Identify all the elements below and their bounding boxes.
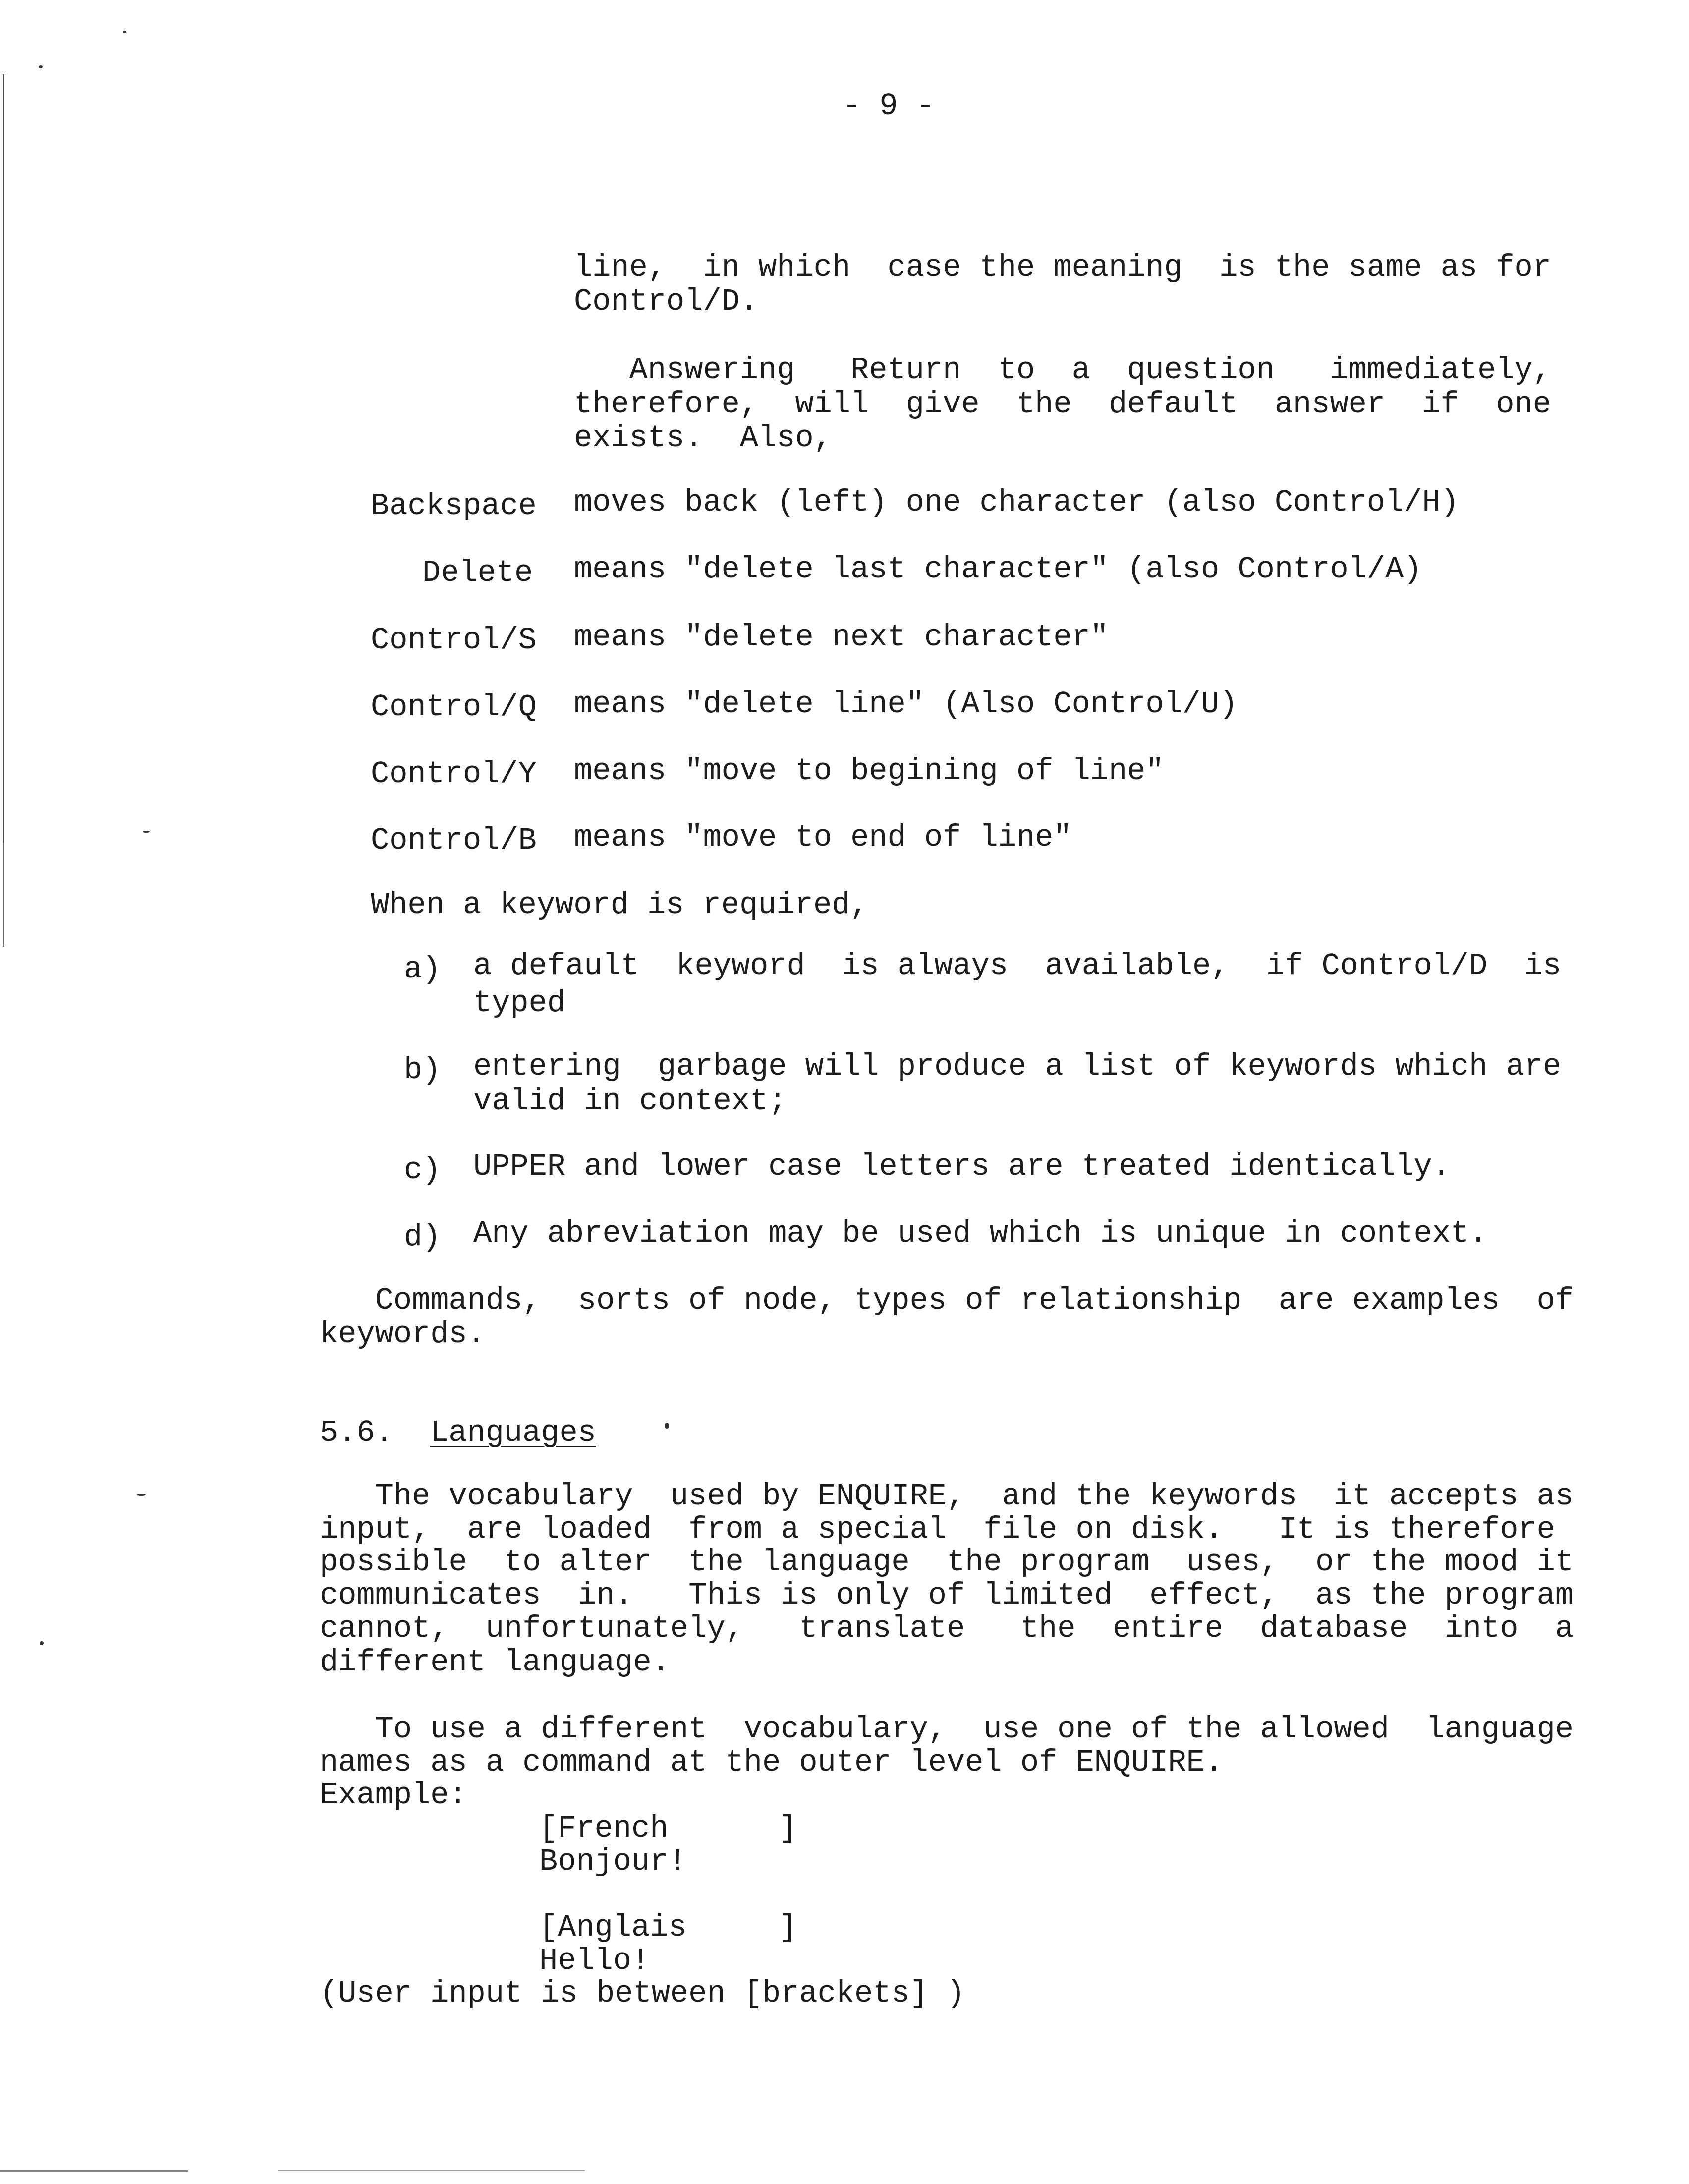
languages-line: possible to alter the language the program uses, or the mood it: [320, 1545, 1574, 1580]
page-number: - 9 -: [843, 88, 935, 123]
commands-line: Commands, sorts of node, types of relationship are examples of: [320, 1283, 1574, 1318]
key-description: moves back (left) one character (also Control/H): [574, 485, 1459, 520]
key-description: means "move to begining of line": [574, 753, 1164, 789]
example-user-input: [Anglais ]: [539, 1910, 797, 1945]
section-number: 5.6.: [320, 1415, 394, 1450]
keyword-intro: When a keyword is required,: [371, 887, 869, 922]
rule-label: c): [404, 1152, 441, 1188]
rule-text: a default keyword is always available, if Control/D is: [473, 948, 1562, 983]
example-response: Hello!: [539, 1943, 650, 1978]
key-description: means "delete last character" (also Control/A): [574, 552, 1422, 587]
key-name: Control/Q: [371, 690, 537, 725]
languages-line: communicates in. This is only of limited effect, as the program: [320, 1578, 1574, 1613]
rule-text: Any abreviation may be used which is unique in context.: [473, 1216, 1488, 1251]
scan-speck: [665, 1423, 669, 1429]
rule-label: d): [404, 1219, 441, 1255]
rule-label: b): [404, 1052, 441, 1088]
vocab-line: names as a command at the outer level of ENQUIRE.: [320, 1745, 1224, 1780]
scan-edge-line: [3, 843, 4, 947]
continuation-line: line, in which case the meaning is the same as for: [574, 250, 1551, 285]
key-description: means "delete next character": [574, 620, 1109, 655]
languages-line: different language.: [320, 1645, 670, 1680]
scan-speck: [143, 831, 150, 833]
key-name: Backspace: [371, 488, 537, 523]
rule-label: a): [404, 952, 441, 987]
scan-speck: [123, 31, 126, 33]
key-name: Control/S: [371, 623, 537, 658]
vocab-line: Example:: [320, 1778, 467, 1813]
rule-text: UPPER and lower case letters are treated identically.: [473, 1149, 1451, 1184]
languages-line: cannot, unfortunately, translate the entire database into a: [320, 1611, 1574, 1646]
answering-line: therefore, will give the default answer if one: [574, 387, 1551, 422]
answering-line: Answering Return to a question immediately,: [574, 352, 1551, 388]
answering-line: exists. Also,: [574, 420, 832, 456]
footnote: (User input is between [brackets] ): [320, 1976, 965, 2011]
scan-edge-line: [3, 74, 4, 947]
key-description: means "delete line" (Also Control/U): [574, 687, 1238, 722]
key-name: Control/Y: [371, 756, 537, 792]
rule-text: entering garbage will produce a list of keywords which are: [473, 1049, 1562, 1084]
key-name: Control/B: [371, 823, 537, 858]
languages-line: input, are loaded from a special file on disk. It is therefore: [320, 1512, 1555, 1547]
vocab-line: To use a different vocabulary, use one of the allowed language: [320, 1712, 1574, 1747]
scan-speck: [40, 1641, 44, 1645]
key-description: means "move to end of line": [574, 820, 1072, 855]
scan-speck: [39, 65, 43, 68]
rule-text: typed: [473, 985, 566, 1021]
example-response: Bonjour!: [539, 1844, 687, 1879]
example-user-input: [French ]: [539, 1811, 797, 1846]
languages-line: The vocabulary used by ENQUIRE, and the keywords it accepts as: [320, 1479, 1574, 1514]
commands-line: keywords.: [320, 1317, 486, 1352]
key-name: Delete: [422, 555, 533, 590]
continuation-line: Control/D.: [574, 284, 759, 319]
rule-text: valid in context;: [473, 1084, 787, 1119]
section-title: Languages: [430, 1415, 596, 1450]
scan-speck: [137, 1494, 146, 1496]
scan-footer-rule: [278, 2170, 585, 2171]
scan-footer-rule: [0, 2170, 188, 2172]
